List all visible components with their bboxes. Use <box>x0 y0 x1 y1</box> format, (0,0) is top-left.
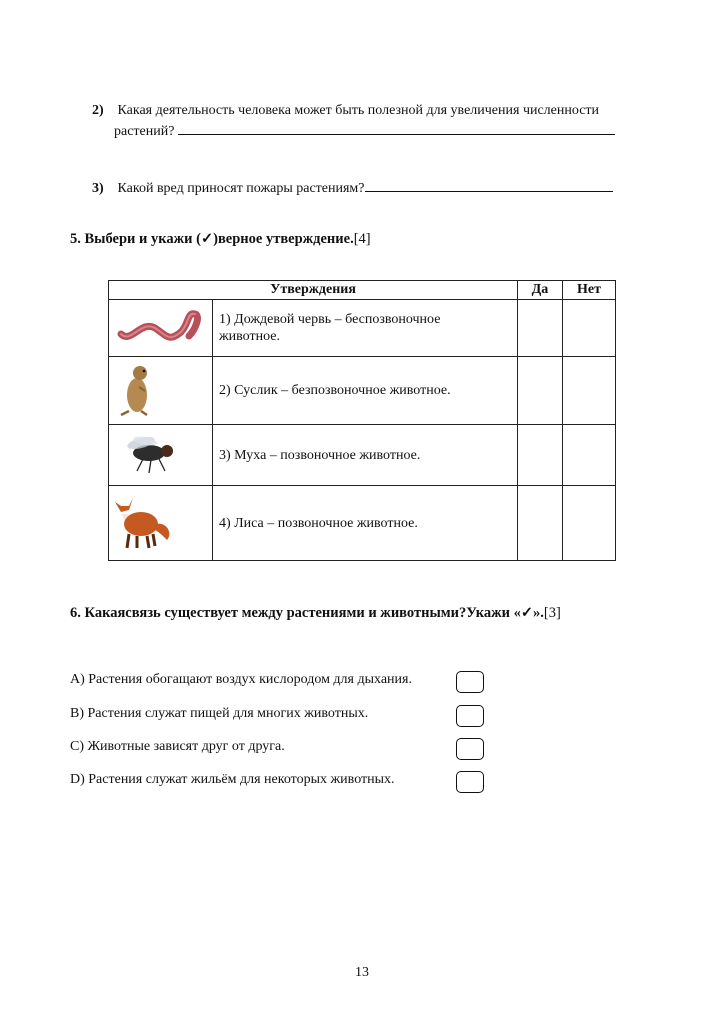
earthworm-image <box>109 300 213 357</box>
option-d-checkbox[interactable] <box>456 771 484 793</box>
question-3 <box>92 177 613 199</box>
no-cell[interactable] <box>563 300 616 357</box>
table-row <box>109 486 616 561</box>
statement-cell <box>213 425 518 486</box>
option-a-checkbox[interactable] <box>456 671 484 693</box>
gopher-image <box>109 357 213 425</box>
statement-text-line2: животное. <box>219 329 280 344</box>
statement-text-line1: 3) Муха – позвоночное животное. <box>219 447 421 463</box>
option-b: B) Растения служат пищей для многих животных. <box>70 706 369 721</box>
task-5-title-text: 5. Выбери и укажи (✓)верное утверждение. <box>70 231 354 247</box>
statement-text-line1: 1) Дождевой червь – беспозвоночное <box>219 312 441 327</box>
task-5-title <box>70 231 371 248</box>
option-b-checkbox[interactable] <box>456 705 484 727</box>
header-statements: Утверждения <box>109 281 518 300</box>
question-3-text: Какой вред приносят пожары растениям? <box>117 181 365 196</box>
yes-cell[interactable] <box>518 300 563 357</box>
table-header-row <box>109 281 616 300</box>
statement-cell <box>213 300 518 357</box>
question-2-text-line1: Какая деятельность человека может быть полезной для увеличения численности <box>117 103 600 118</box>
yes-cell[interactable] <box>518 425 563 486</box>
question-2 <box>92 101 599 121</box>
question-3-answer-line[interactable] <box>365 177 613 192</box>
question-2-answer-line[interactable] <box>178 120 615 135</box>
task-6-title <box>70 605 561 622</box>
option-c: C) Животные зависят друг от друга. <box>70 739 285 754</box>
statement-cell <box>213 357 518 425</box>
header-yes: Да <box>518 281 563 300</box>
no-cell[interactable] <box>563 425 616 486</box>
option-a: A) Растения обогащают воздух кислородом для дыхания. <box>70 672 412 687</box>
option-d: D) Растения служат жильём для некоторых животных. <box>70 772 395 787</box>
task-6-points: [3] <box>543 605 561 621</box>
header-no: Нет <box>563 281 616 300</box>
option-c-checkbox[interactable] <box>456 738 484 760</box>
question-3-number: 3) <box>92 181 104 196</box>
yes-cell[interactable] <box>518 357 563 425</box>
statement-text-line1: 4) Лиса – позвоночное животное. <box>219 515 418 531</box>
task-6-title-text: 6. Какаясвязь существует между растениями и животными?Укажи «✓». <box>70 605 544 621</box>
task-5-points: [4] <box>353 231 371 247</box>
table-row <box>109 425 616 486</box>
statement-text-line1: 2) Суслик – безпозвоночное животное. <box>219 383 451 398</box>
table-row <box>109 300 616 357</box>
no-cell[interactable] <box>563 486 616 561</box>
question-2-line2 <box>114 120 615 142</box>
yes-cell[interactable] <box>518 486 563 561</box>
question-2-number: 2) <box>92 103 104 118</box>
fox-image <box>109 486 213 561</box>
no-cell[interactable] <box>563 357 616 425</box>
table-row <box>109 357 616 425</box>
fly-image <box>109 425 213 486</box>
question-2-text-line2: растений? <box>114 124 175 139</box>
statement-cell <box>213 486 518 561</box>
page-number: 13 <box>355 965 369 980</box>
statements-table <box>108 280 616 561</box>
